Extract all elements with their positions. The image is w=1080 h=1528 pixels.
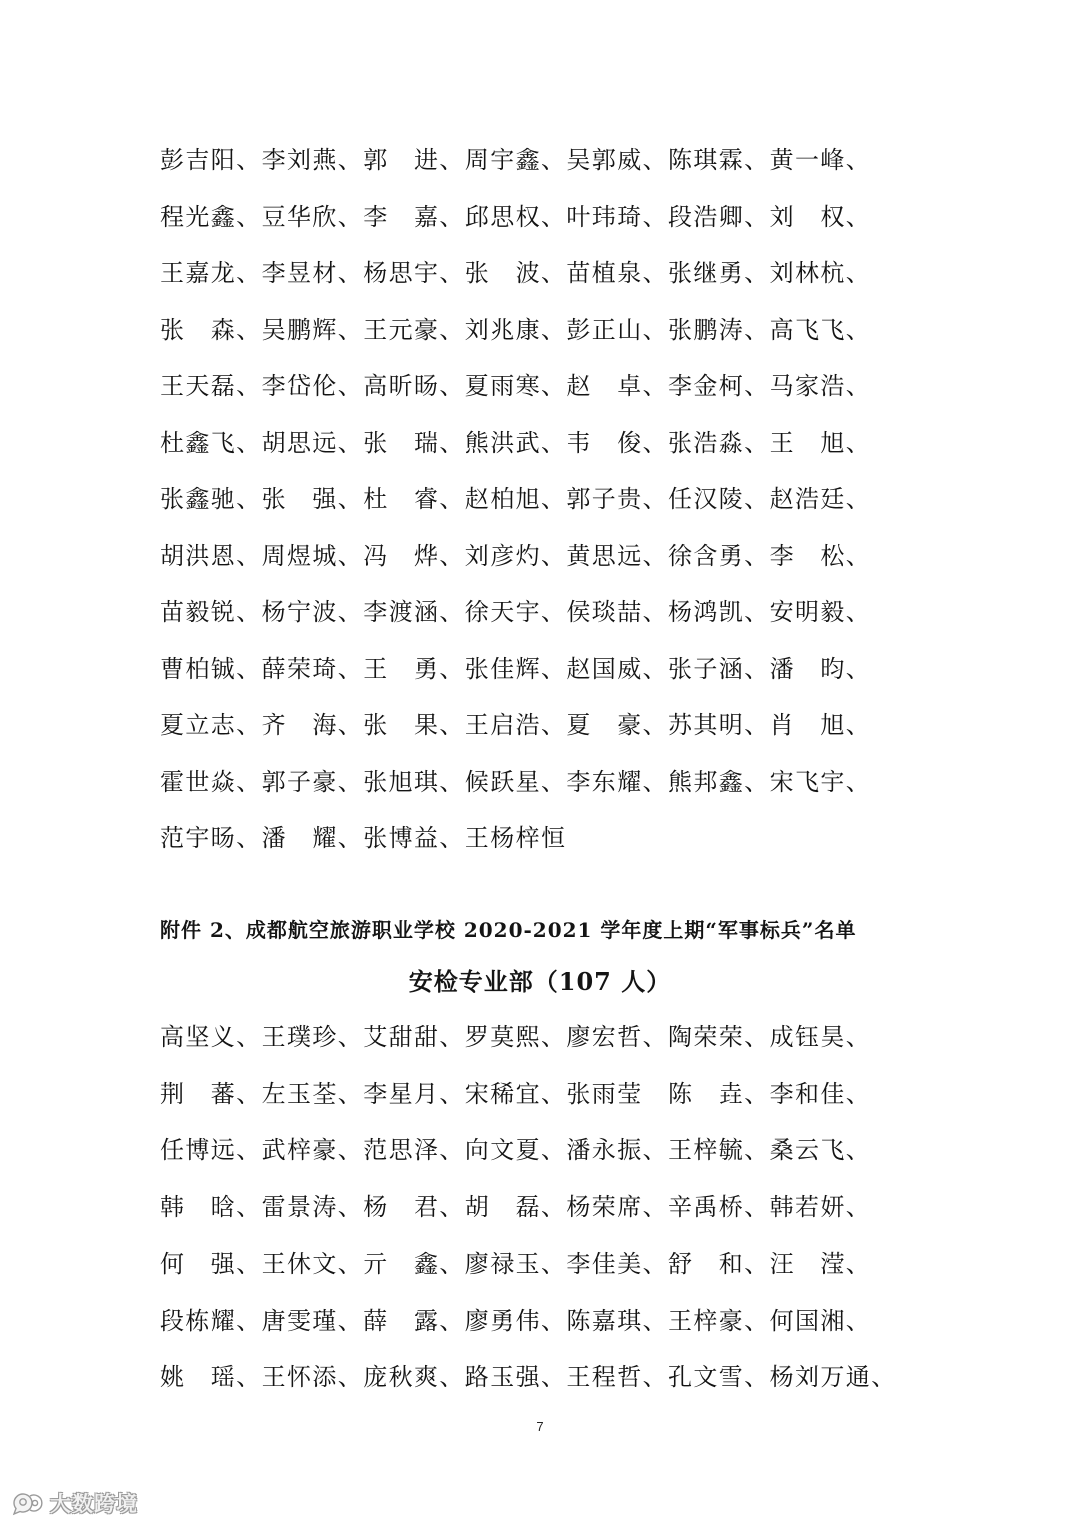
name-list-line: 任博远、武梓豪、范思泽、向文夏、潘永振、王梓毓、桑云飞、	[160, 1136, 872, 1165]
name-list-line: 胡洪恩、周煜城、冯 烨、刘彦灼、黄思远、徐含勇、李 松、	[160, 541, 872, 570]
name-list-line: 何 强、王休文、亓 鑫、廖禄玉、李佳美、舒 和、汪 滢、	[160, 1249, 872, 1278]
name-list-line: 荆 蕃、左玉荃、李星月、宋稀宜、张雨莹 陈 垚、李和佳、	[160, 1079, 872, 1108]
name-list-line: 程光鑫、豆华欣、李 嘉、邱思权、叶玮琦、段浩卿、刘 权、	[160, 202, 872, 231]
name-list-security-dept	[160, 1009, 960, 1406]
name-list-line: 夏立志、齐 海、张 果、王启浩、夏 豪、苏其明、肖 旭、	[160, 711, 872, 739]
department-subheading: 安检专业部（107 人）	[408, 967, 672, 996]
watermark	[10, 1488, 138, 1518]
brand-logo-icon	[10, 1490, 44, 1516]
name-list-line: 彭吉阳、李刘燕、郭 进、周宇鑫、吴郭威、陈琪霖、黄一峰、	[160, 146, 872, 174]
name-list-line: 王天磊、李岱伦、高昕旸、夏雨寒、赵 卓、李金柯、马家浩、	[160, 372, 872, 400]
name-list-line: 韩 晗、雷景涛、杨 君、胡 磊、杨荣席、辛禹桥、韩若妍、	[160, 1193, 872, 1222]
watermark-text: 大数跨境	[50, 1492, 138, 1516]
name-list-line: 姚 瑶、王怀添、庞秋爽、路玉强、王程哲、孔文雪、杨刘万通、	[160, 1363, 897, 1392]
name-list-line: 苗毅锐、杨宁波、李渡涵、徐天宇、侯琰喆、杨鸿凯、安明毅、	[160, 598, 872, 626]
name-list-line: 张鑫驰、张 强、杜 睿、赵柏旭、郭子贵、任汉陵、赵浩廷、	[160, 485, 872, 513]
name-list-line: 张 森、吴鹏辉、王元豪、刘兆康、彭正山、张鹏涛、高飞飞、	[160, 315, 872, 344]
name-list-line: 杜鑫飞、胡思远、张 瑞、熊洪武、韦 俊、张浩淼、王 旭、	[160, 428, 872, 457]
name-list-line: 王嘉龙、李昱材、杨思宇、张 波、苗植泉、张继勇、刘林杭、	[160, 259, 872, 287]
name-list-line: 段栋耀、唐雯瑾、薛 露、廖勇伟、陈嘉琪、王梓豪、何国湘、	[160, 1306, 872, 1335]
page-number: 7	[536, 1419, 544, 1434]
name-list-line: 曹柏铖、薛荣琦、王 勇、张佳辉、赵国威、张子涵、潘 昀、	[160, 654, 872, 683]
name-list-line: 霍世焱、郭子豪、张旭琪、候跃星、李东耀、熊邦鑫、宋飞宇、	[160, 767, 872, 796]
name-list-first	[160, 132, 960, 867]
name-list-line: 范宇旸、潘 耀、张博益、王杨梓恒	[160, 824, 567, 852]
attachment-heading: 附件 2、成都航空旅游职业学校 2020-2021 学年度上期“军事标兵”名单	[160, 918, 857, 942]
name-list-line: 高坚义、王璞珍、艾甜甜、罗莫熙、廖宏哲、陶荣荣、成钰昊、	[160, 1023, 872, 1051]
